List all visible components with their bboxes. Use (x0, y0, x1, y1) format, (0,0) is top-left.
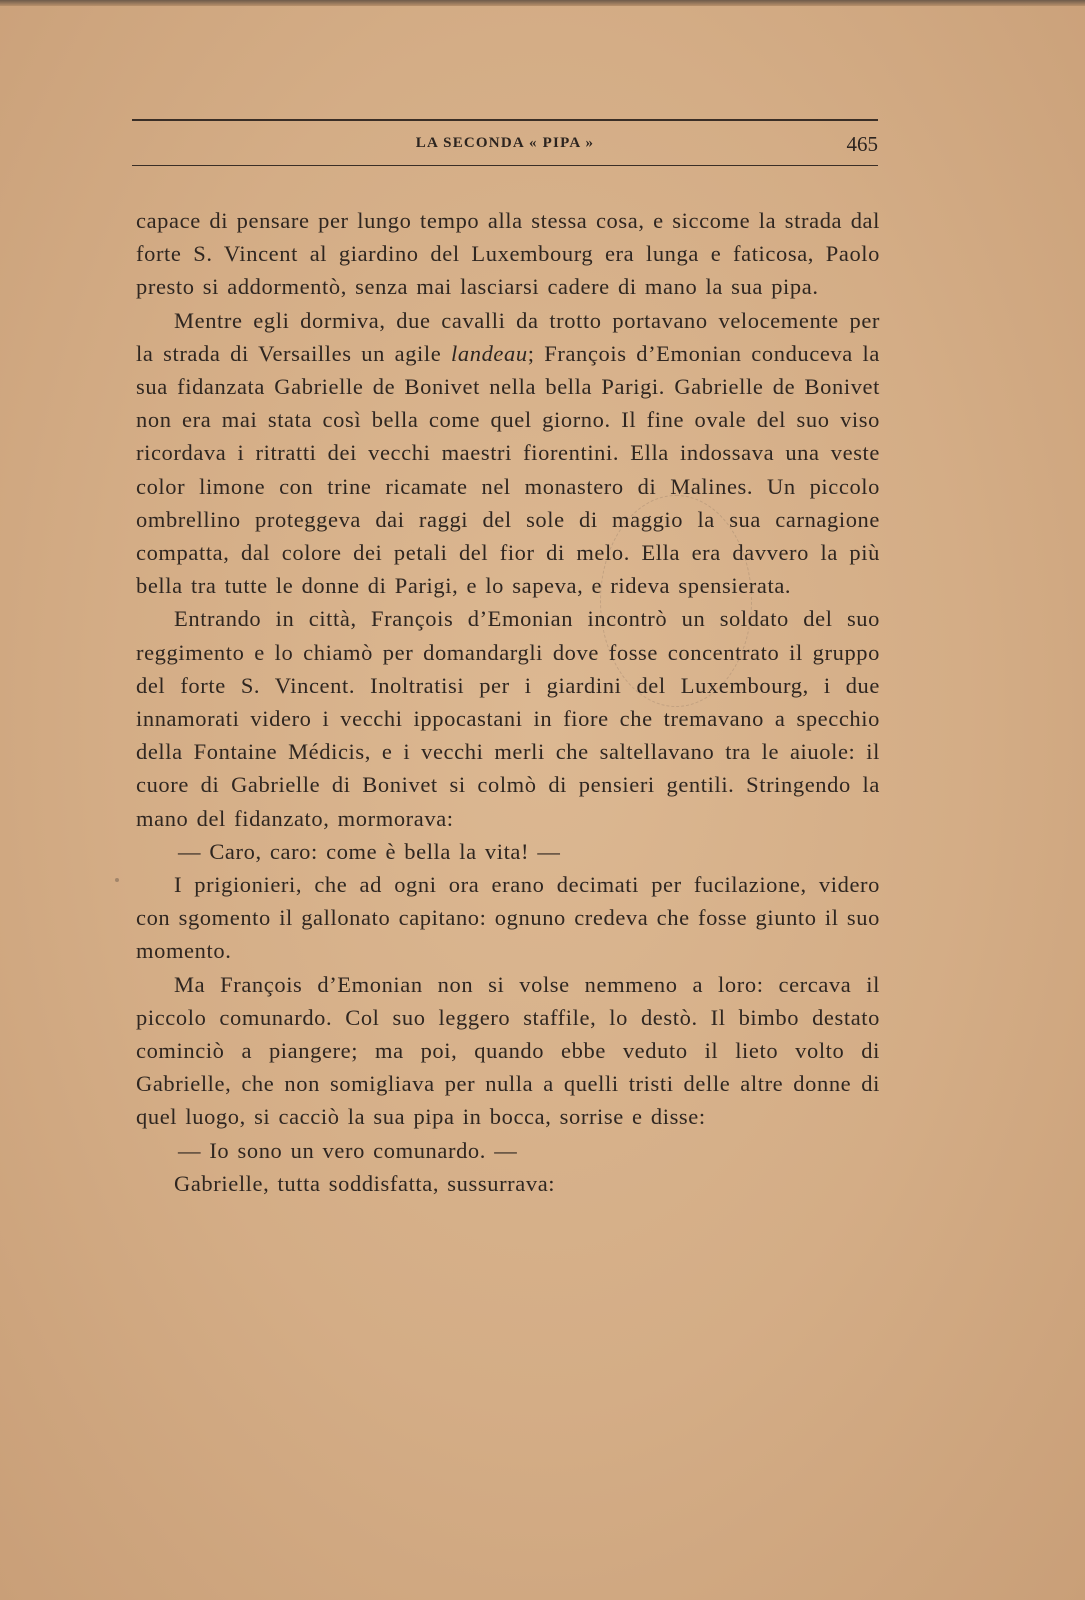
paragraph: Ma François d’Emonian non si volse nemmeno a loro: cercava il piccolo comunardo. Col suo leggero staffile, lo destò. Il bimbo destato cominciò a piangere; ma poi, quando ebbe veduto il lieto volto di Gabrielle, che non somigliava per nulla a quelli tristi delle altre donne di quel luogo, si cacciò la sua pipa in bocca, sorrise e disse: (136, 971, 880, 1130)
header-rule-top (132, 119, 878, 121)
page-top-edge (0, 0, 1085, 6)
dialogue-line: — Caro, caro: come è bella la vita! — (178, 838, 561, 864)
header-rule-bottom (132, 165, 878, 166)
paragraph: Entrando in città, François d’Emonian incontrò un soldato del suo reggimento e lo chiamò per domandargli dove fosse concentrato il gruppo del forte S. Vincent. Inoltratisi per i giardini del Luxembourg, i due innamorati videro i vecchi ippocastani in fiore che tremavano a specchio della Fontaine Médicis, e i vecchi merli che saltellavano tra le aiuole: il cuore di Gabrielle di Bonivet si colmò di pensieri gentili. Stringendo la mano del fidanzato, mormorava: (136, 606, 880, 831)
dialogue-line: — Io sono un vero comunardo. — (178, 1137, 518, 1163)
italic-word: landeau (451, 340, 528, 366)
paragraph: Mentre egli dormiva, due cavalli da trotto portavano velocemente per la strada di Versailles un agile landeau; François d’Emonian conduceva la sua fidanzata Gabrielle de Bonivet nella bella Parigi. Gabrielle de Bonivet non era mai stata così bella come quel giorno. Il fine ovale del suo viso ricordava i ritratti dei vecchi maestri fiorentini. Ella indossava una veste color limone con trine ricamate nel monastero di Malines. Un piccolo ombrellino proteggeva dai raggi del sole di maggio la sua carnagione compatta, dal colore dei petali del fior di melo. Ella era davvero la più bella tra tutte le donne di Parigi, e lo sapeva, e rideva spensierata. (136, 307, 880, 599)
page-number: 465 (846, 132, 878, 156)
paragraph: Gabrielle, tutta soddisfatta, sussurrava: (174, 1170, 556, 1196)
paragraph: capace di pensare per lungo tempo alla stessa cosa, e siccome la strada dal forte S. Vincent al giardino del Luxembourg era lunga e faticosa, Paolo presto si addormentò, senza mai lasciarsi cadere di mano la sua pipa. (136, 208, 880, 300)
margin-mark (115, 878, 119, 882)
running-title: LA SECONDA « PIPA » (415, 135, 595, 151)
body-text (136, 204, 880, 1200)
paragraph: I prigionieri, che ad ogni ora erano decimati per fucilazione, videro con sgomento il gallonato capitano: ognuno credeva che fosse giunto il suo momento. (136, 872, 880, 964)
running-header (132, 132, 878, 158)
